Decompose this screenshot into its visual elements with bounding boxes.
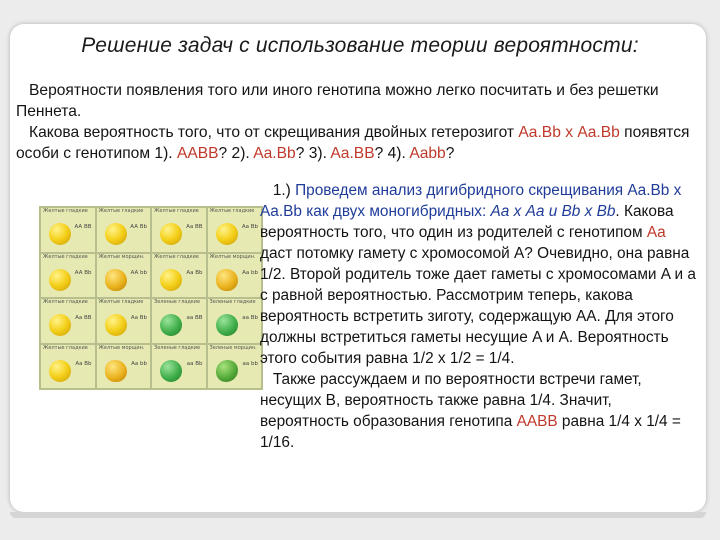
punnett-cell-label: Желтые морщин. <box>98 253 145 260</box>
punnett-cell-label: Желтые гладкие <box>154 208 199 214</box>
punnett-cell-label: Желтые гладкие <box>43 299 88 305</box>
punnett-cell-genotype: AA bb <box>130 269 147 276</box>
yellow-smooth-pea <box>49 223 71 245</box>
answer-t8: Также рассуждаем и по вероятности встречи гамет, несущих B, вероятность также равна 1/4. Значит, вероятность образования генотипа <box>260 371 642 430</box>
answer-mono-crosses: Aa х Aa и Bb х Bb <box>490 203 616 220</box>
slide-bottom-bar <box>10 512 706 518</box>
punnett-cell-label: Желтые гладкие <box>43 253 88 260</box>
yellow-smooth-pea <box>105 314 127 336</box>
punnett-cell <box>152 299 206 343</box>
punnett-cell-genotype: aa bb <box>242 360 258 367</box>
punnett-cell-genotype: aa BB <box>186 315 203 321</box>
punnett-cell <box>152 345 206 389</box>
punnett-cell-genotype: Aa BB <box>186 224 203 230</box>
punnett-cell <box>41 299 95 343</box>
punnett-square-image <box>39 206 263 390</box>
intro-paragraph-2 <box>16 122 696 164</box>
punnett-cell <box>152 254 206 298</box>
punnett-cell-genotype: aa Bb <box>186 360 203 367</box>
punnett-cell-genotype: AA Bb <box>74 269 92 276</box>
punnett-cell-label: Желтые гладкие <box>43 208 88 214</box>
punnett-cell <box>208 299 262 343</box>
punnett-cell <box>208 254 262 298</box>
genotype-3: Aa.BB <box>330 145 375 162</box>
answer-t5: . Какова вероятность того, что один из родителей с генотипом <box>260 203 674 241</box>
punnett-cell-label: Желтые гладкие <box>98 208 144 214</box>
punnett-cell <box>97 208 151 252</box>
intro-p2-f: ? <box>445 145 455 162</box>
intro-p2-b: появятся особи с генотипом 1). <box>16 124 690 162</box>
yellow-smooth-pea <box>216 223 238 245</box>
intro-cross-2: Aa.Bb <box>577 124 620 141</box>
punnett-cell <box>97 299 151 343</box>
intro-p2-e: ? 4). <box>374 145 410 162</box>
yellow-wrinkled-pea <box>216 269 238 291</box>
green-smooth-pea <box>216 314 238 336</box>
answer-t1: Проведем анализ дигибридного скрещивания <box>295 182 624 199</box>
punnett-cell-label: Желтые гладкие <box>154 253 199 260</box>
green-wrinkled-pea <box>216 360 238 382</box>
punnett-cell-label: Желтые морщин. <box>209 253 256 260</box>
answer-number: 1.) <box>272 182 296 199</box>
answer-cross: Aa.Bb х Aa.Bb <box>260 182 682 220</box>
punnett-cell <box>208 345 262 389</box>
punnett-cell-label: Зеленые гладкие <box>154 299 201 305</box>
green-smooth-pea <box>160 314 182 336</box>
genotype-2: Aa.Bb <box>253 145 296 162</box>
intro-p2-a: Какова вероятность того, что от скрещивания двойных гетерозигот <box>29 124 519 141</box>
punnett-cell-label: Желтые гладкие <box>209 208 255 214</box>
answer-t10: равна 1/4 х 1/4 = 1/16. <box>260 413 681 451</box>
yellow-smooth-pea <box>160 269 182 291</box>
punnett-cell-genotype: Aa bb <box>131 360 147 367</box>
punnett-cell-genotype: Aa Bb <box>75 360 92 367</box>
yellow-wrinkled-pea <box>105 360 127 382</box>
punnett-cell-label: Зеленые гладкие <box>154 344 201 351</box>
punnett-cell-label: Желтые гладкие <box>98 299 144 305</box>
punnett-cell-genotype: Aa Bb <box>241 224 258 230</box>
punnett-cell-genotype: Aa Bb <box>186 269 203 276</box>
punnett-cell-label: Зеленые морщин. <box>209 344 257 351</box>
punnett-cell-genotype: AA BB <box>74 224 92 230</box>
punnett-cell <box>208 208 262 252</box>
answer-text <box>260 180 700 453</box>
punnett-cell <box>152 208 206 252</box>
punnett-cell-label: Зеленые гладкие <box>209 299 256 305</box>
genotype-4: Aabb <box>409 145 446 162</box>
intro-p2-c: ? 2). <box>218 145 254 162</box>
intro-p1: Вероятности появления того или иного генотипа можно легко посчитать и без решетки Пеннета. <box>16 82 659 120</box>
answer-genotype-aa: Aa <box>646 224 666 241</box>
intro-text <box>16 80 696 164</box>
yellow-wrinkled-pea <box>105 269 127 291</box>
punnett-cell <box>41 208 95 252</box>
punnett-cell-genotype: AA Bb <box>130 224 147 230</box>
punnett-cell-label: Желтые морщин. <box>98 344 145 351</box>
punnett-cell-genotype: Aa BB <box>75 315 92 321</box>
yellow-smooth-pea <box>49 360 71 382</box>
yellow-smooth-pea <box>49 269 71 291</box>
punnett-cell-genotype: Aa Bb <box>130 315 147 321</box>
genotype-1: AABB <box>176 145 219 162</box>
yellow-smooth-pea <box>105 223 127 245</box>
punnett-cell <box>97 345 151 389</box>
yellow-smooth-pea <box>160 223 182 245</box>
yellow-smooth-pea <box>49 314 71 336</box>
intro-cross-1: Aa.Bb х <box>518 124 574 141</box>
punnett-cell <box>41 345 95 389</box>
punnett-cell-genotype: aa Bb <box>242 315 258 321</box>
green-smooth-pea <box>160 360 182 382</box>
answer-t3: как двух моногибридных: <box>301 203 491 220</box>
punnett-cell <box>41 254 95 298</box>
intro-paragraph-1 <box>16 80 696 122</box>
answer-t7: даст потомку гамету с хромосомой A? Очевидно, она равна 1/2. Второй родитель тоже дает гаметы с хромосомами A и a с равной вероятностью. Рассмотрим теперь, какова вероятность встретить зиготу, содержащую AA. Для этого должны встретиться гаметы несущие A и A. Вероятность этого события равна 1/2 х 1/2 = 1/4. <box>260 245 696 367</box>
slide-title: Решение задач с использование теории вероятности: <box>81 34 639 57</box>
answer-genotype-aabb: AABB <box>516 413 558 430</box>
punnett-cell-genotype: Aa bb <box>242 269 258 276</box>
punnett-cell-label: Желтые гладкие <box>43 344 88 351</box>
punnett-cell <box>97 254 151 298</box>
intro-p2-d: ? 3). <box>295 145 331 162</box>
